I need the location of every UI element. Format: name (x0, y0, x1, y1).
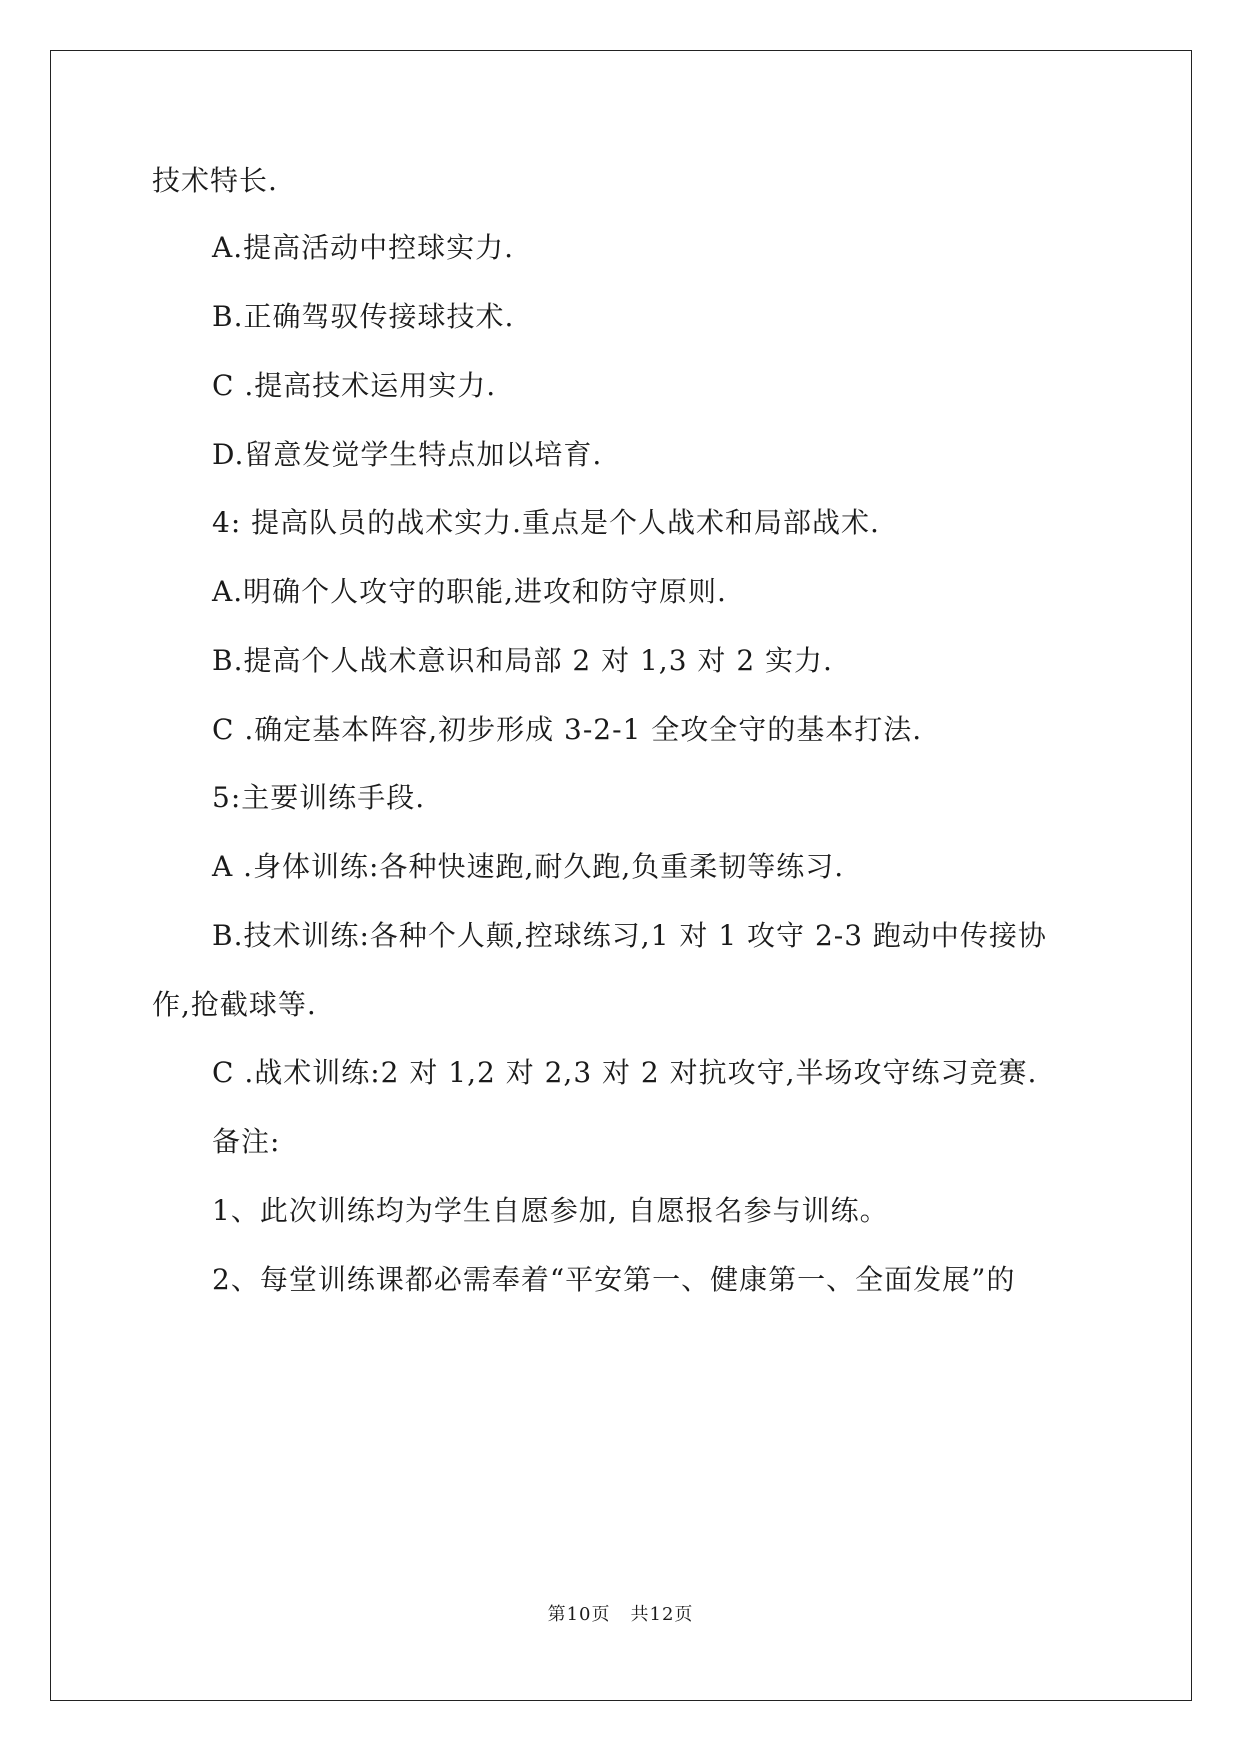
total-pages: 共12页 (630, 1604, 694, 1625)
paragraph-line: 作,抢截球等. (152, 988, 317, 1021)
paragraph-line: 2、每堂训练课都必需奉着“平安第一、健康第一、全面发展”的 (212, 1263, 1016, 1296)
paragraph-line: A .身体训练:各种快速跑,耐久跑,负重柔韧等练习. (212, 850, 845, 883)
paragraph-line: 1、此次训练均为学生自愿参加, 自愿报名参与训练。 (212, 1194, 889, 1227)
paragraph-line: A.提高活动中控球实力. (212, 231, 515, 264)
paragraph-line: A.明确个人攻守的职能,进攻和防守原则. (212, 575, 727, 608)
current-page-number: 第10页 (547, 1604, 611, 1625)
paragraph-line: C .战术训练:2 对 1,2 对 2,3 对 2 对抗攻守,半场攻守练习竞赛. (212, 1056, 1038, 1089)
paragraph-line: 技术特长. (152, 164, 278, 197)
paragraph-line: B.技术训练:各种个人颠,控球练习,1 对 1 攻守 2-3 跑动中传接协 (212, 919, 1047, 952)
paragraph-line: B.提高个人战术意识和局部 2 对 1,3 对 2 实力. (212, 644, 833, 677)
paragraph-line: 5:主要训练手段. (212, 781, 426, 814)
paragraph-line: D.留意发觉学生特点加以培育. (212, 438, 603, 471)
paragraph-line: C .提高技术运用实力. (212, 369, 497, 402)
paragraph-line: 4: 提高队员的战术实力.重点是个人战术和局部战术. (212, 506, 880, 539)
paragraph-line: B.正确驾驭传接球技术. (212, 300, 515, 333)
paragraph-line: 备注: (212, 1125, 281, 1158)
paragraph-line: C .确定基本阵容,初步形成 3-2-1 全攻全守的基本打法. (212, 713, 923, 746)
page-footer (0, 1600, 1241, 1626)
